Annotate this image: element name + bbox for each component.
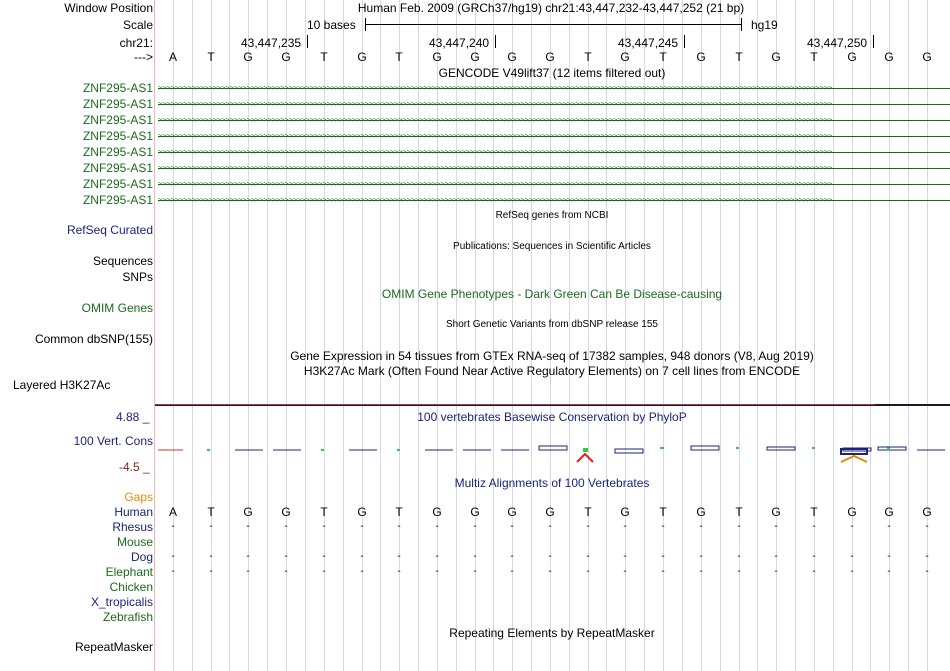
alignment-match-dash: - — [586, 521, 590, 532]
cons-bar — [615, 449, 643, 453]
omim-track-label[interactable]: OMIM Genes — [81, 301, 153, 315]
sequence-base: T — [735, 50, 743, 64]
sequence-base: G — [771, 50, 781, 64]
alignment-match-dash: - — [246, 551, 250, 562]
alignment-match-dash: - — [435, 521, 439, 532]
alignment-match-dash: - — [397, 566, 401, 577]
alignment-match-dash: - — [925, 521, 929, 532]
alignment-base: G — [357, 505, 367, 519]
alignment-match-dash: - — [322, 551, 326, 562]
alignment-match-dash: - — [246, 566, 250, 577]
alignment-match-dash: - — [171, 551, 175, 562]
gencode-item-strand-arrows: >>>>>>>>>>>>>>>>>>>>>>>>>>>>>>>>>>>>>>>>>>>>>>>>>>>>>>>>>>>>>>>>>>>>>>>>>>>>>>>>>>>>>>>>>>>>>>>>>>>>>>>>>>>>>>>>>>>>>>>>>>>>>>>>>>>>>>>>>>>>>>>>>>>>>>>>>>>>>>>> — [158, 85, 833, 92]
omim-track-title: OMIM Gene Phenotypes - Dark Green Can Be Disease-causing — [381, 287, 723, 301]
alignment-base: G — [243, 505, 253, 519]
cons-bar — [207, 449, 210, 451]
alignment-match-dash: - — [887, 551, 891, 562]
chrom-label: chr21: — [119, 36, 153, 50]
alignment-base: G — [281, 505, 291, 519]
gencode-item-label[interactable]: ZNF295-AS1 — [82, 97, 153, 111]
gencode-item-strand-arrows: >>>>>>>>>>>>>>>>>>>>>>>>>>>>>>>>>>>>>>>>>>>>>>>>>>>>>>>>>>>>>>>>>>>>>>>>>>>>>>>>>>>>>>>>>>>>>>>>>>>>>>>>>>>>>>>>>>>>>>>>>>>>>>>>>>>>>>>>>>>>>>>>>>>>>>>>>>>>>>>> — [158, 197, 833, 204]
alignment-match-dash: - — [850, 521, 854, 532]
alignment-base: G — [922, 505, 932, 519]
sequence-base: G — [620, 50, 630, 64]
alignment-base: A — [168, 505, 177, 519]
alignment-base: T — [207, 505, 215, 519]
alignment-match-dash: - — [473, 566, 477, 577]
alignment-match-dash: - — [925, 566, 929, 577]
alignment-base: G — [545, 505, 555, 519]
alignment-base: G — [470, 505, 480, 519]
sequence-base: G — [884, 50, 894, 64]
alignment-match-dash: - — [360, 521, 364, 532]
alignment-match-dash: - — [850, 566, 854, 577]
gencode-item-strand-arrows: >>>>>>>>>>>>>>>>>>>>>>>>>>>>>>>>>>>>>>>>>>>>>>>>>>>>>>>>>>>>>>>>>>>>>>>>>>>>>>>>>>>>>>>>>>>>>>>>>>>>>>>>>>>>>>>>>>>>>>>>>>>>>>>>>>>>>>>>>>>>>>>>>>>>>>>>>>>>>>>> — [158, 181, 833, 188]
window-position-label: Window Position — [64, 1, 153, 15]
dbsnp-track-title: Short Genetic Variants from dbSNP release 155 — [446, 319, 658, 330]
alignment-match-dash: - — [548, 551, 552, 562]
cons-track-title: 100 vertebrates Basewise Conservation by PhyloP — [417, 410, 687, 424]
sequence-base: G — [696, 50, 706, 64]
sequence-base: T — [659, 50, 667, 64]
alignment-base: T — [395, 505, 403, 519]
multiz-track-title: Multiz Alignments of 100 Vertebrates — [454, 476, 650, 490]
snps-track-label[interactable]: SNPs — [122, 270, 153, 284]
sequence-base: T — [207, 50, 215, 64]
species-label[interactable]: Rhesus — [112, 520, 153, 534]
alignment-match-dash: - — [774, 521, 778, 532]
cons-negative-peak — [577, 454, 593, 462]
gencode-item-label[interactable]: ZNF295-AS1 — [82, 113, 153, 127]
sequence-base: T — [810, 50, 818, 64]
gencode-item-label[interactable]: ZNF295-AS1 — [82, 81, 153, 95]
cons-bar — [583, 448, 588, 452]
alignment-match-dash: - — [737, 551, 741, 562]
ruler-tick — [495, 35, 496, 48]
cons-track-label[interactable]: 100 Vert. Cons — [73, 434, 153, 448]
sequence-base: G — [507, 50, 517, 64]
alignment-match-dash: - — [699, 566, 703, 577]
alignment-match-dash: - — [246, 521, 250, 532]
alignment-match-dash: - — [510, 551, 514, 562]
alignment-base: G — [884, 505, 894, 519]
alignment-match-dash: - — [548, 566, 552, 577]
alignment-match-dash: - — [737, 521, 741, 532]
cons-bar — [736, 447, 739, 449]
alignment-match-dash: - — [473, 521, 477, 532]
sequence-base: G — [243, 50, 253, 64]
alignment-base: G — [432, 505, 442, 519]
species-label[interactable]: Dog — [130, 550, 153, 564]
scale-bar — [365, 24, 741, 25]
alignment-match-dash: - — [623, 551, 627, 562]
repeatmasker-track-title: Repeating Elements by RepeatMasker — [449, 626, 655, 640]
alignment-match-dash: - — [774, 551, 778, 562]
alignment-match-dash: - — [812, 521, 816, 532]
alignment-base: T — [810, 505, 818, 519]
alignment-match-dash: - — [435, 566, 439, 577]
alignment-base: G — [847, 505, 857, 519]
h3k27ac-track-title: H3K27Ac Mark (Often Found Near Active Regulatory Elements) on 7 cell lines from ENCODE — [303, 364, 801, 378]
species-label[interactable]: Human — [114, 505, 153, 519]
sequence-base: G — [545, 50, 555, 64]
alignment-match-dash: - — [171, 521, 175, 532]
alignment-match-dash: - — [510, 566, 514, 577]
alignment-match-dash: - — [360, 551, 364, 562]
alignment-match-dash: - — [774, 566, 778, 577]
alignment-match-dash: - — [360, 566, 364, 577]
sequence-base: G — [470, 50, 480, 64]
gencode-item-label[interactable]: ZNF295-AS1 — [82, 193, 153, 207]
alignment-match-dash: - — [322, 521, 326, 532]
gencode-track-title: GENCODE V49lift37 (12 items filtered out) — [438, 66, 666, 80]
ruler-tick — [684, 35, 685, 48]
species-label[interactable]: X_tropicalis — [90, 595, 153, 609]
sequence-base: G — [847, 50, 857, 64]
alignment-base: G — [507, 505, 517, 519]
alignment-match-dash: - — [586, 551, 590, 562]
alignment-match-dash: - — [623, 566, 627, 577]
assembly-position-text: Human Feb. 2009 (GRCh37/hg19) chr21:43,447,232-43,447,252 (21 bp) — [357, 1, 745, 15]
scale-bar-text: 10 bases — [307, 18, 356, 32]
cons-max-label: 4.88 _ — [116, 410, 150, 424]
gencode-item-strand-arrows: >>>>>>>>>>>>>>>>>>>>>>>>>>>>>>>>>>>>>>>>>>>>>>>>>>>>>>>>>>>>>>>>>>>>>>>>>>>>>>>>>>>>>>>>>>>>>>>>>>>>>>>>>>>>>>>>>>>>>>>>>>>>>>>>>>>>>>>>>>>>>>>>>>>>>>>>>>>>>>>> — [158, 165, 833, 172]
alignment-match-dash: - — [548, 521, 552, 532]
alignment-match-dash: - — [925, 551, 929, 562]
gencode-item-strand-arrows: >>>>>>>>>>>>>>>>>>>>>>>>>>>>>>>>>>>>>>>>>>>>>>>>>>>>>>>>>>>>>>>>>>>>>>>>>>>>>>>>>>>>>>>>>>>>>>>>>>>>>>>>>>>>>>>>>>>>>>>>>>>>>>>>>>>>>>>>>>>>>>>>>>>>>>>>>>>>>>>> — [158, 101, 833, 108]
alignment-match-dash: - — [887, 521, 891, 532]
ruler-tick — [873, 35, 874, 48]
sequence-base: T — [395, 50, 403, 64]
sequence-base: T — [584, 50, 592, 64]
gencode-item-strand-arrows: >>>>>>>>>>>>>>>>>>>>>>>>>>>>>>>>>>>>>>>>>>>>>>>>>>>>>>>>>>>>>>>>>>>>>>>>>>>>>>>>>>>>>>>>>>>>>>>>>>>>>>>>>>>>>>>>>>>>>>>>>>>>>>>>>>>>>>>>>>>>>>>>>>>>>>>>>>>>>>>> — [158, 117, 833, 124]
cons-bar — [812, 447, 815, 449]
alignment-match-dash: - — [209, 551, 213, 562]
sequence-base: G — [281, 50, 291, 64]
sequence-base: A — [168, 50, 177, 64]
alignment-match-dash: - — [661, 566, 665, 577]
dbsnp-track-label[interactable]: Common dbSNP(155) — [34, 332, 153, 346]
alignment-base: T — [320, 505, 328, 519]
cons-bar — [397, 449, 400, 451]
ruler-tick-label: 43,447,250 — [807, 36, 868, 50]
alignment-base: G — [620, 505, 630, 519]
alignment-match-dash: - — [171, 566, 175, 577]
alignment-match-dash: - — [397, 551, 401, 562]
cons-bar — [767, 447, 795, 450]
alignment-match-dash: - — [699, 521, 703, 532]
alignment-match-dash: - — [812, 551, 816, 562]
gencode-item-label[interactable]: ZNF295-AS1 — [82, 129, 153, 143]
gencode-item-label[interactable]: ZNF295-AS1 — [82, 145, 153, 159]
alignment-match-dash: - — [284, 566, 288, 577]
species-label[interactable]: Elephant — [105, 565, 153, 579]
scale-bar-start — [365, 18, 366, 31]
alignment-match-dash: - — [209, 521, 213, 532]
cons-min-label: -4.5 _ — [119, 460, 150, 474]
alignment-base: G — [771, 505, 781, 519]
alignment-match-dash: - — [812, 566, 816, 577]
sequence-base: G — [357, 50, 367, 64]
refseq-track-label[interactable]: RefSeq Curated — [66, 223, 153, 237]
gencode-item-label[interactable]: ZNF295-AS1 — [82, 161, 153, 175]
alignment-match-dash: - — [435, 551, 439, 562]
ruler-tick — [307, 35, 308, 48]
cons-bar — [878, 447, 906, 450]
alignment-match-dash: - — [661, 521, 665, 532]
sequence-base: G — [922, 50, 932, 64]
species-label[interactable]: Chicken — [109, 580, 153, 594]
scale-label: Scale — [122, 18, 153, 32]
alignment-match-dash: - — [322, 566, 326, 577]
alignment-match-dash: - — [397, 521, 401, 532]
cons-bar — [539, 446, 567, 450]
strand-label: ---> — [134, 50, 153, 64]
alignment-match-dash: - — [284, 521, 288, 532]
alignment-base: T — [659, 505, 667, 519]
ruler-tick-label: 43,447,245 — [618, 36, 679, 50]
publications-track-label[interactable]: Sequences — [92, 254, 153, 268]
alignment-match-dash: - — [737, 566, 741, 577]
gencode-item-strand-arrows: >>>>>>>>>>>>>>>>>>>>>>>>>>>>>>>>>>>>>>>>>>>>>>>>>>>>>>>>>>>>>>>>>>>>>>>>>>>>>>>>>>>>>>>>>>>>>>>>>>>>>>>>>>>>>>>>>>>>>>>>>>>>>>>>>>>>>>>>>>>>>>>>>>>>>>>>>>>>>>>> — [158, 149, 833, 156]
alignment-base: T — [735, 505, 743, 519]
alignment-match-dash: - — [284, 551, 288, 562]
gtex-track-title: Gene Expression in 54 tissues from GTEx RNA-seq of 17382 samples, 948 donors (V8, Aug 2019) — [290, 349, 814, 363]
alignment-match-dash: - — [850, 551, 854, 562]
repeatmasker-track-label[interactable]: RepeatMasker — [74, 640, 153, 654]
ruler-tick-label: 43,447,240 — [429, 36, 490, 50]
scale-db: hg19 — [751, 18, 778, 32]
alignment-match-dash: - — [510, 521, 514, 532]
alignment-match-dash: - — [586, 566, 590, 577]
sequence-base: G — [432, 50, 442, 64]
species-label[interactable]: Mouse — [116, 535, 153, 549]
refseq-track-title: RefSeq genes from NCBI — [495, 210, 609, 221]
alignment-match-dash: - — [661, 551, 665, 562]
alignment-match-dash: - — [473, 551, 477, 562]
ruler-tick-label: 43,447,235 — [241, 36, 302, 50]
cons-bar — [691, 446, 719, 450]
scale-bar-end — [741, 18, 742, 31]
alignment-match-dash: - — [699, 551, 703, 562]
cons-negative-peak — [841, 456, 867, 462]
sequence-base: T — [320, 50, 328, 64]
gencode-item-strand-arrows: >>>>>>>>>>>>>>>>>>>>>>>>>>>>>>>>>>>>>>>>>>>>>>>>>>>>>>>>>>>>>>>>>>>>>>>>>>>>>>>>>>>>>>>>>>>>>>>>>>>>>>>>>>>>>>>>>>>>>>>>>>>>>>>>>>>>>>>>>>>>>>>>>>>>>>>>>>>>>>>> — [158, 133, 833, 140]
alignment-base: G — [696, 505, 706, 519]
alignment-match-dash: - — [623, 521, 627, 532]
alignment-match-dash: - — [209, 566, 213, 577]
label-divider — [154, 0, 155, 671]
alignment-match-dash: - — [887, 566, 891, 577]
cons-wiggle — [155, 440, 950, 470]
gaps-label: Gaps — [124, 490, 153, 504]
alignment-base: T — [584, 505, 592, 519]
gencode-item-label[interactable]: ZNF295-AS1 — [82, 177, 153, 191]
cons-bar — [321, 449, 324, 451]
cons-bar — [660, 447, 664, 449]
species-label[interactable]: Zebrafish — [102, 610, 153, 624]
h3k27ac-track-label[interactable]: Layered H3K27Ac — [13, 378, 111, 392]
h3k27ac-signal-layer — [155, 404, 875, 405]
publications-track-title: Publications: Sequences in Scientific Articles — [453, 241, 651, 252]
